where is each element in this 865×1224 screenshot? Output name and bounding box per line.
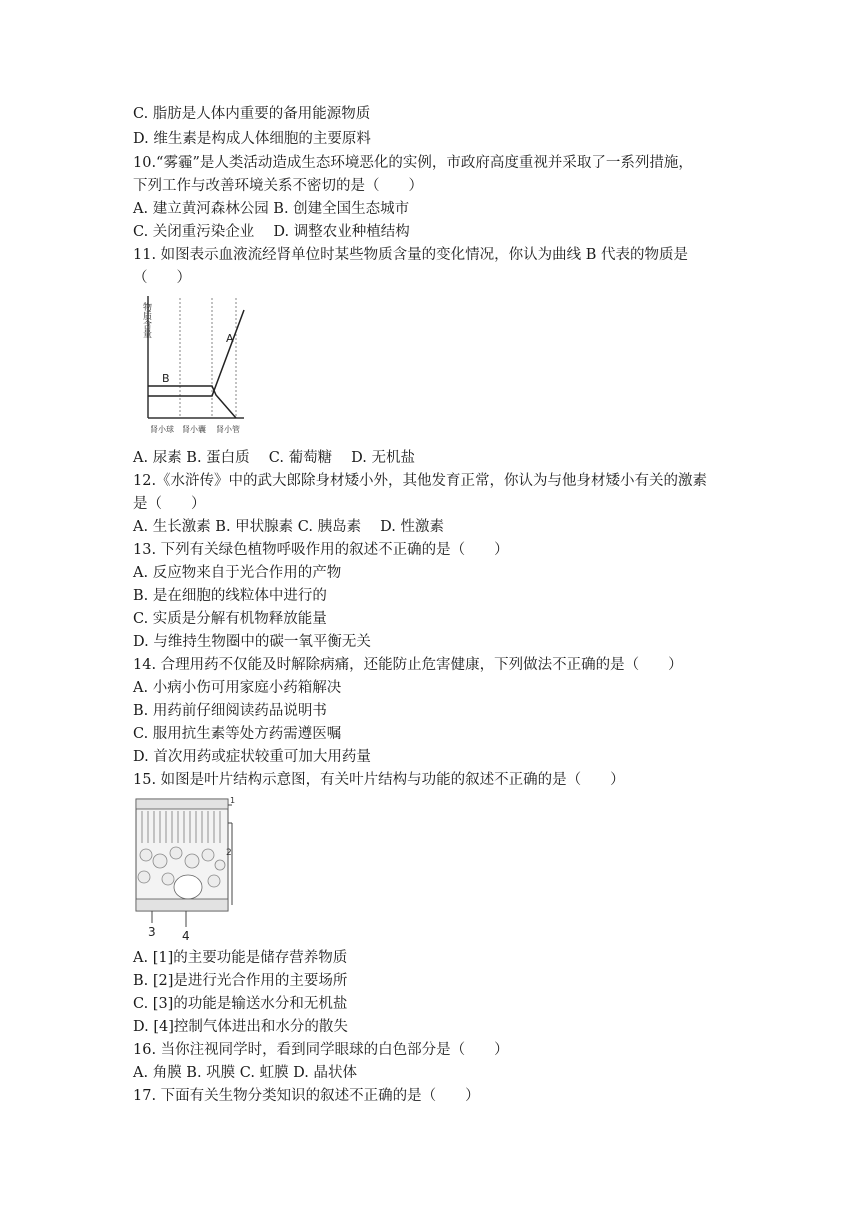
- options-q11: A. 尿素 B. 蛋白质 C. 葡萄糖 D. 无机盐: [133, 450, 416, 466]
- options-q12: A. 生长激素 B. 甲状腺素 C. 胰岛素 D. 性激素: [133, 519, 445, 535]
- lower-epidermis: [136, 899, 228, 911]
- curve-a-label: A: [226, 332, 234, 345]
- option-b-q14: B. 用药前仔细阅读药品说明书: [133, 703, 327, 719]
- x-label-capsule: 肾小囊: [182, 425, 206, 434]
- chart-ylabel: 物质含量: [141, 302, 151, 338]
- option-b-q13: B. 是在细胞的线粒体中进行的: [133, 588, 327, 604]
- question-14: 14. 合理用药不仅能及时解除病痛，还能防止危害健康，下列做法不正确的是（ ）: [133, 657, 683, 673]
- x-label-tubule: 肾小管: [216, 425, 240, 434]
- question-16: 16. 当你注视同学时，看到同学眼球的白色部分是（ ）: [133, 1042, 509, 1058]
- question-12-cont: 是（ ）: [133, 496, 206, 512]
- option-a-q13: A. 反应物来自于光合作用的产物: [133, 565, 342, 581]
- option-d-q14: D. 首次用药或症状较重可加大用药量: [133, 749, 371, 765]
- option-d-q15: D. [4]控制气体进出和水分的散失: [133, 1019, 348, 1035]
- curve-b: [148, 386, 236, 418]
- label-1: 1: [230, 796, 236, 805]
- options-q10-ab: A. 建立黄河森林公园 B. 创建全国生态城市: [133, 201, 410, 217]
- option-c-q13: C. 实质是分解有机物释放能量: [133, 611, 327, 627]
- x-label-glomerulus: 肾小球: [150, 425, 174, 434]
- question-17: 17. 下面有关生物分类知识的叙述不正确的是（ ）: [133, 1088, 480, 1104]
- option-a-q15: A. [1]的主要功能是储存营养物质: [133, 950, 348, 966]
- label-2: 2: [226, 848, 232, 858]
- option-d-q9: D. 维生素是构成人体细胞的主要原料: [133, 131, 371, 147]
- option-b-q15: B. [2]是进行光合作用的主要场所: [133, 973, 348, 989]
- question-10: 10.“雾霾”是人类活动造成生态环境恶化的实例，市政府高度重视并采取了一系列措施，: [133, 155, 693, 171]
- label-3: 3: [148, 925, 156, 939]
- upper-epidermis: [136, 799, 228, 809]
- option-c-q15: C. [3]的功能是输送水分和无机盐: [133, 996, 348, 1012]
- option-c-q14: C. 服用抗生素等处方药需遵医嘱: [133, 726, 342, 742]
- air-space: [174, 875, 202, 899]
- question-10-cont: 下列工作与改善环境关系不密切的是（ ）: [133, 178, 423, 194]
- question-11-cont: （ ）: [133, 270, 191, 286]
- question-11: 11. 如图表示血液流经肾单位时某些物质含量的变化情况，你认为曲线 B 代表的物质是: [133, 247, 689, 263]
- label-4: 4: [182, 929, 190, 941]
- question-15: 15. 如图是叶片结构示意图，有关叶片结构与功能的叙述不正确的是（ ）: [133, 772, 625, 788]
- options-q16: A. 角膜 B. 巩膜 C. 虹膜 D. 晶状体: [133, 1065, 358, 1081]
- options-q10-cd: C. 关闭重污染企业 D. 调整农业种植结构: [133, 224, 410, 240]
- leaf-diagram: [128, 795, 236, 941]
- option-a-q14: A. 小病小伤可用家庭小药箱解决: [133, 680, 342, 696]
- question-12: 12.《水浒传》中的武大郎除身材矮小外，其他发育正常，你认为与他身材矮小有关的激素: [133, 473, 708, 489]
- option-c-q9: C. 脂肪是人体内重要的备用能源物质: [133, 106, 371, 122]
- kidney-chart: [140, 292, 246, 442]
- option-d-q13: D. 与维持生物圈中的碳一氧平衡无关: [133, 634, 371, 650]
- question-13: 13. 下列有关绿色植物呼吸作用的叙述不正确的是（ ）: [133, 542, 509, 558]
- curve-b-label: B: [162, 372, 170, 385]
